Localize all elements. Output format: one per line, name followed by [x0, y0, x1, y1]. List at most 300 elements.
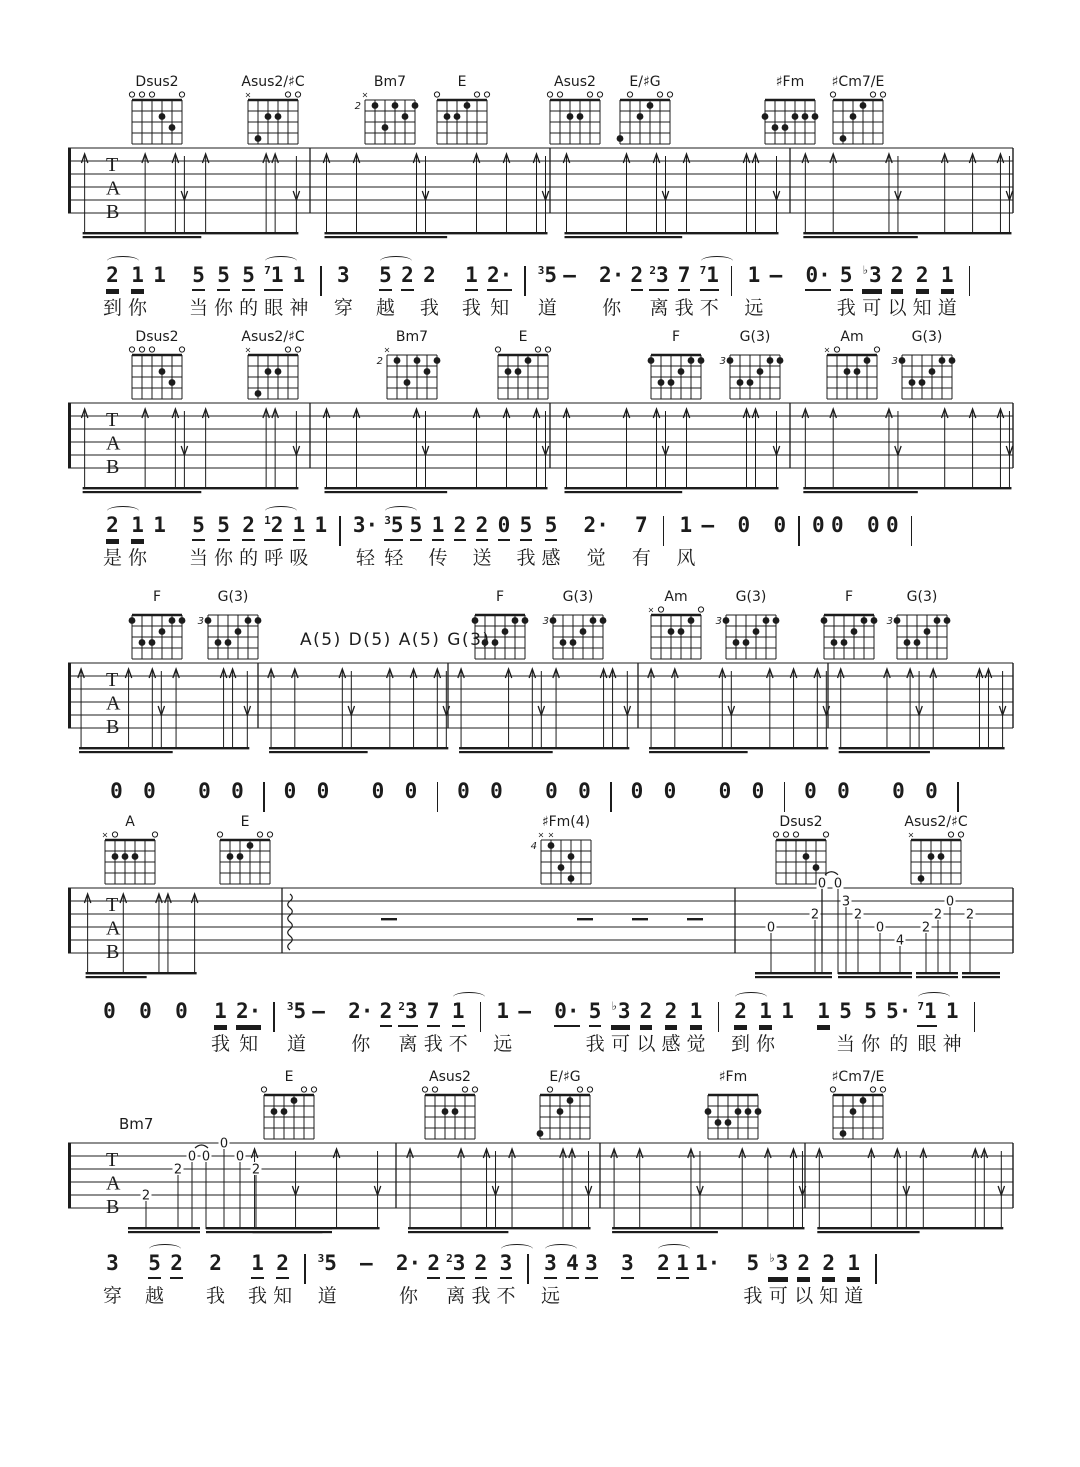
jianpu-number: 1 — [465, 264, 478, 289]
duration-dot: · — [596, 513, 609, 537]
finger-dot — [735, 1108, 742, 1115]
jianpu-number: 1 — [941, 264, 954, 289]
finger-dot — [271, 1108, 278, 1115]
note-token — [621, 1252, 634, 1305]
lyric-char: 风 — [676, 547, 696, 570]
note-token — [661, 999, 681, 1056]
jianpu-number: ♭3 — [862, 264, 882, 289]
chord-diagram — [241, 321, 305, 409]
staff-letter: T — [106, 669, 119, 691]
staff-letter: T — [106, 409, 119, 431]
jianpu-number: ♭3 — [611, 1000, 631, 1025]
tab-staff — [68, 1136, 1013, 1247]
jianpu-number: 0 — [837, 779, 850, 803]
lyric-char: 穿 — [333, 297, 353, 320]
duration-dot: · — [898, 999, 912, 1023]
finger-dot — [265, 113, 272, 120]
chord-diagram — [542, 581, 610, 669]
jianpu-number: 5 — [192, 264, 205, 289]
spacer — [376, 1252, 393, 1253]
open-string-icon — [834, 347, 839, 352]
jianpu-number: 3 — [585, 1252, 598, 1277]
finger-dot — [773, 617, 780, 624]
finger-dot — [567, 113, 574, 120]
note-token — [264, 513, 284, 570]
chord-diagram — [376, 321, 444, 409]
lyric-char: 知 — [273, 1285, 293, 1308]
jianpu-number: 2 — [665, 1000, 678, 1025]
note-token — [731, 999, 751, 1056]
open-string-icon — [545, 347, 550, 352]
chord-diagram — [820, 321, 884, 409]
finger-dot — [688, 617, 695, 624]
spacer — [785, 264, 802, 265]
lyric-char: 可 — [862, 297, 882, 320]
finger-dot — [444, 113, 451, 120]
lyric-char: 眼 — [264, 297, 284, 320]
note-token — [886, 999, 912, 1056]
lyric-char: 你 — [128, 547, 148, 570]
finger-dot — [472, 617, 479, 624]
measure-barline — [974, 1002, 976, 1032]
finger-dot — [580, 628, 587, 635]
finger-dot — [813, 864, 820, 871]
measure-barline — [320, 266, 322, 296]
spacer — [847, 514, 864, 515]
finger-dot — [944, 617, 951, 624]
grace-note: 2 — [398, 1000, 406, 1013]
lyric-char: 知 — [239, 1033, 259, 1056]
spacer — [860, 780, 882, 781]
duration-dot: · — [365, 513, 379, 537]
open-string-icon — [880, 1087, 885, 1092]
lyric-char: 道 — [844, 1285, 864, 1308]
finger-dot — [275, 368, 282, 375]
jianpu-melody-line — [100, 1251, 1020, 1308]
jianpu-number: $^2$3 — [398, 1000, 417, 1025]
finger-dot — [860, 102, 867, 109]
chord-name-label: Dsus2 — [135, 74, 179, 90]
lyric-char: 离 — [649, 297, 669, 320]
chord-diagram — [241, 66, 305, 154]
finger-dot — [205, 617, 212, 624]
staff-letter: T — [106, 154, 119, 176]
note-token — [312, 1000, 325, 1053]
note-token — [409, 514, 422, 567]
jianpu-number: 2 — [209, 1251, 222, 1275]
jianpu-number: 2 — [476, 514, 489, 539]
finger-dot — [755, 1108, 762, 1115]
jianpu-number: 5 — [839, 999, 852, 1023]
tab-fret-number: 2 — [810, 907, 820, 923]
lyric-char: 我 — [419, 297, 439, 320]
note-token — [103, 1000, 116, 1053]
chord-diagram — [701, 1061, 765, 1149]
rest-dash — [687, 918, 703, 920]
open-string-icon — [434, 92, 439, 97]
spacer — [797, 1000, 814, 1001]
lyric-char: 的 — [889, 1033, 909, 1056]
tab-fret-number: 3 — [841, 894, 851, 910]
open-string-icon — [179, 92, 184, 97]
tab-fret-number: 0 — [201, 1149, 211, 1165]
jianpu-number: 0· — [805, 264, 830, 289]
note-token — [103, 263, 123, 320]
spacer — [534, 1000, 551, 1001]
finger-dot — [668, 379, 675, 386]
jianpu-number: 0 — [143, 779, 156, 803]
note-token — [236, 999, 262, 1056]
jianpu-number: 5 — [217, 514, 230, 539]
note-token — [379, 1000, 392, 1053]
chord-name-label: E — [457, 74, 467, 90]
finger-dot — [658, 379, 665, 386]
finger-dot — [159, 113, 166, 120]
finger-dot — [918, 875, 925, 882]
muted-string-icon: × — [547, 830, 555, 840]
tab-fret-number: 0 — [875, 920, 885, 936]
jianpu-melody-line — [100, 999, 1020, 1056]
finger-dot — [548, 842, 555, 849]
lyric-char: 到 — [731, 1033, 751, 1056]
chord-diagram — [891, 321, 959, 409]
jianpu-number: 0 — [925, 779, 938, 803]
jianpu-number: – — [312, 999, 325, 1023]
note-token — [457, 780, 470, 833]
note-token — [448, 999, 468, 1056]
chord-name-label: Asus2/♯C — [241, 74, 305, 90]
jianpu-number: 1 — [432, 514, 445, 539]
jianpu-number: 1 — [945, 999, 959, 1023]
jianpu-number: 5· — [886, 999, 912, 1023]
jianpu-number: 1 — [314, 513, 328, 537]
note-token — [498, 514, 511, 567]
open-string-icon — [880, 92, 885, 97]
open-string-icon — [257, 832, 262, 837]
jianpu-number: $^7$1 — [700, 264, 719, 289]
chord-name-label: ♯Fm — [718, 1069, 748, 1085]
open-string-icon — [285, 92, 290, 97]
finger-dot — [492, 639, 499, 646]
fret-number: 3 — [197, 616, 204, 627]
note-token — [314, 514, 327, 567]
tab-fret-number: 2 — [921, 920, 931, 936]
note-token — [886, 514, 899, 567]
jianpu-melody-line — [100, 513, 1020, 570]
finger-dot — [678, 628, 685, 635]
finger-dot — [871, 617, 878, 624]
finger-dot — [255, 135, 262, 142]
spacer — [125, 1252, 142, 1253]
finger-dot — [648, 357, 655, 364]
lyric-char: 远 — [744, 297, 764, 320]
lyric-char: 我 — [211, 1033, 231, 1056]
note-token — [428, 513, 448, 570]
jianpu-number: 2· — [599, 263, 625, 287]
open-string-icon — [484, 92, 489, 97]
chord-name-label: G(3) — [562, 589, 594, 605]
finger-dot — [821, 617, 828, 624]
jianpu-number: 0 — [404, 779, 418, 803]
note-token — [554, 1000, 579, 1053]
note-token — [472, 513, 492, 570]
note-token — [446, 1251, 466, 1308]
open-string-icon — [112, 832, 117, 837]
note-token — [461, 263, 481, 320]
lyric-char: 道 — [537, 297, 557, 320]
open-string-icon — [261, 1087, 266, 1092]
chord-diagram — [125, 66, 189, 154]
lyric-char: 感 — [661, 1033, 681, 1056]
finger-dot — [550, 617, 557, 624]
lyric-char: 我 — [471, 1285, 491, 1308]
note-token — [942, 999, 962, 1056]
tab-staff — [68, 148, 1013, 252]
jianpu-number: 1 — [496, 999, 510, 1023]
rest-dash — [381, 918, 397, 920]
note-token — [583, 513, 609, 570]
spacer — [687, 780, 709, 781]
chord-name-label: F — [671, 329, 681, 345]
open-string-icon — [823, 832, 828, 837]
fret-number: 3 — [886, 616, 893, 627]
finger-dot — [265, 368, 272, 375]
grace-note: 1 — [264, 514, 271, 527]
jianpu-number: 0 — [886, 513, 899, 537]
lyric-char: 你 — [351, 1033, 371, 1056]
open-string-icon — [217, 832, 222, 837]
chord-diagram — [826, 1061, 890, 1149]
flat-sign: ♭ — [768, 1251, 776, 1265]
grace-note: 3 — [286, 1000, 294, 1013]
chord-diagram — [533, 1061, 597, 1149]
note-token — [518, 1000, 531, 1053]
spacer — [637, 1252, 654, 1253]
jianpu-number: 0 — [490, 779, 503, 803]
note-token — [286, 999, 307, 1056]
jianpu-number: 0 — [737, 513, 751, 537]
note-token — [348, 999, 374, 1056]
open-string-icon — [301, 1087, 306, 1092]
lyric-char: 远 — [493, 1033, 513, 1056]
spacer — [191, 1000, 208, 1001]
chord-diagram — [354, 66, 422, 154]
finger-dot — [737, 379, 744, 386]
note-token — [844, 1251, 864, 1308]
chord-diagram — [719, 321, 787, 409]
lyric-char: 你 — [861, 1033, 881, 1056]
jianpu-number: 0 — [498, 514, 511, 539]
lyric-char: 的 — [239, 297, 259, 320]
jianpu-number: 2 — [734, 1000, 747, 1025]
open-string-icon — [139, 92, 144, 97]
open-string-icon — [129, 347, 134, 352]
finger-dot — [169, 617, 176, 624]
jianpu-number: 2 — [106, 514, 119, 539]
lyric-char: 感 — [541, 547, 561, 570]
note-token — [831, 514, 844, 567]
note-token — [657, 1252, 670, 1305]
finger-dot — [860, 1097, 867, 1104]
finger-dot — [525, 357, 532, 364]
jianpu-number: 0 — [231, 779, 244, 803]
chord-name-label: ♯Cm7/E — [831, 1069, 885, 1085]
lyric-char: 的 — [239, 547, 259, 570]
open-string-icon — [958, 832, 963, 837]
spacer — [601, 1252, 618, 1253]
lyric-char: 不 — [448, 1033, 468, 1056]
chord-label: Bm7 — [119, 1115, 154, 1133]
note-token — [912, 263, 932, 320]
note-token — [836, 263, 856, 320]
open-string-icon — [587, 92, 592, 97]
staff-letter: A — [106, 692, 121, 715]
jianpu-number: $^2$3 — [649, 264, 668, 289]
note-token — [360, 1252, 373, 1305]
flat-sign: ♭ — [610, 999, 618, 1013]
fret-number: 3 — [715, 616, 722, 627]
note-token — [540, 1251, 560, 1308]
chord-diagram — [197, 581, 265, 669]
grace-note: 3 — [537, 264, 545, 277]
jianpu-number: 0 — [804, 779, 817, 803]
arpeggio-squiggle — [288, 894, 293, 950]
note-token — [128, 263, 148, 320]
measure-barline — [273, 1002, 275, 1032]
note-token — [794, 1251, 814, 1308]
open-string-icon — [285, 347, 290, 352]
chord-diagram — [613, 66, 677, 154]
jianpu-number: $^3$5 — [384, 514, 403, 539]
tab-fret-number: 0 — [817, 876, 827, 892]
jianpu-number: – — [563, 263, 576, 287]
note-token — [145, 1251, 165, 1308]
jianpu-number: 5 — [379, 264, 392, 289]
rest-dash — [632, 918, 648, 920]
note-token — [781, 1000, 794, 1053]
jianpu-number: $^7$1 — [917, 1000, 936, 1025]
finger-dot — [851, 628, 858, 635]
open-string-icon — [295, 347, 300, 352]
note-token — [405, 780, 418, 833]
muted-string-icon: × — [244, 345, 252, 355]
measure-barline — [304, 1254, 306, 1284]
open-string-icon — [139, 347, 144, 352]
spacer — [155, 1000, 172, 1001]
chord-name-label: F — [152, 589, 162, 605]
note-token — [773, 514, 786, 567]
lyric-char: 知 — [912, 297, 932, 320]
jianpu-number: 2 — [170, 1252, 183, 1277]
muted-string-icon: × — [101, 830, 109, 840]
finger-dot — [255, 617, 262, 624]
staff-letter: A — [106, 177, 121, 200]
jianpu-number: 3· — [352, 513, 379, 537]
jianpu-number: 0 — [371, 779, 385, 803]
jianpu-number: 0 — [867, 513, 880, 537]
chord-diagram — [125, 321, 189, 409]
staff-letter: T — [106, 1149, 119, 1171]
note-token — [805, 264, 830, 317]
jianpu-number: 5 — [148, 1252, 161, 1277]
chord-diagram — [125, 581, 189, 669]
finger-dot — [840, 1130, 847, 1137]
tab-fret-number: 0 — [833, 876, 843, 892]
finger-dot — [225, 639, 232, 646]
finger-dot — [215, 639, 222, 646]
grace-note: 2 — [649, 264, 656, 277]
measure-barline — [527, 1254, 529, 1284]
note-token — [239, 263, 259, 320]
finger-dot — [841, 639, 848, 646]
finger-dot — [235, 628, 242, 635]
jianpu-number: 1 — [153, 263, 166, 287]
jianpu-melody-line — [100, 263, 1020, 320]
lyric-char: 你 — [602, 297, 622, 320]
spacer — [442, 264, 459, 265]
lyric-char: 知 — [819, 1285, 839, 1308]
note-token — [493, 999, 513, 1056]
open-string-icon — [432, 1087, 437, 1092]
jianpu-number: 5 — [840, 264, 853, 289]
jianpu-number: – — [360, 1251, 373, 1275]
finger-dot — [899, 357, 906, 364]
finger-dot — [139, 639, 146, 646]
open-string-icon — [783, 832, 788, 837]
jianpu-number: 0 — [198, 779, 211, 803]
finger-dot — [442, 1108, 449, 1115]
note-token — [211, 999, 231, 1056]
muted-string-icon: × — [361, 90, 369, 100]
note-token — [189, 513, 209, 570]
lyric-char: 我 — [585, 1033, 605, 1056]
lyric-char: 我 — [206, 1285, 226, 1308]
chord-diagram — [758, 66, 822, 154]
finger-dot — [255, 390, 262, 397]
finger-dot — [245, 617, 252, 624]
jianpu-number: 2 — [891, 264, 904, 289]
note-token — [752, 780, 765, 833]
jianpu-number: 0 — [283, 779, 297, 803]
jianpu-number: 0 — [773, 513, 787, 537]
lyric-char: 传 — [428, 547, 448, 570]
note-token — [636, 999, 656, 1056]
muted-string-icon: × — [244, 90, 252, 100]
tab-staff — [68, 876, 1013, 992]
duration-dot: · — [248, 999, 262, 1023]
finger-dot — [537, 1130, 544, 1137]
open-string-icon — [179, 347, 184, 352]
jianpu-number: 2· — [395, 1251, 422, 1275]
finger-dot — [767, 357, 774, 364]
finger-dot — [688, 357, 695, 364]
note-token — [819, 1251, 839, 1308]
fret-number: 4 — [530, 841, 537, 852]
note-token — [317, 1251, 337, 1308]
jianpu-number: 0 — [718, 779, 732, 803]
jianpu-number: 2 — [640, 1000, 653, 1025]
open-string-icon — [597, 92, 602, 97]
lyric-char: 当 — [189, 297, 209, 320]
jianpu-number: $^3$5 — [286, 999, 307, 1023]
note-token — [128, 513, 148, 570]
note-token — [695, 1252, 720, 1305]
muted-string-icon: × — [647, 605, 655, 615]
tab-fret-number: 2 — [853, 907, 863, 923]
finger-dot — [909, 379, 916, 386]
jianpu-number: 5 — [192, 514, 205, 539]
lyric-char: 离 — [446, 1285, 466, 1308]
